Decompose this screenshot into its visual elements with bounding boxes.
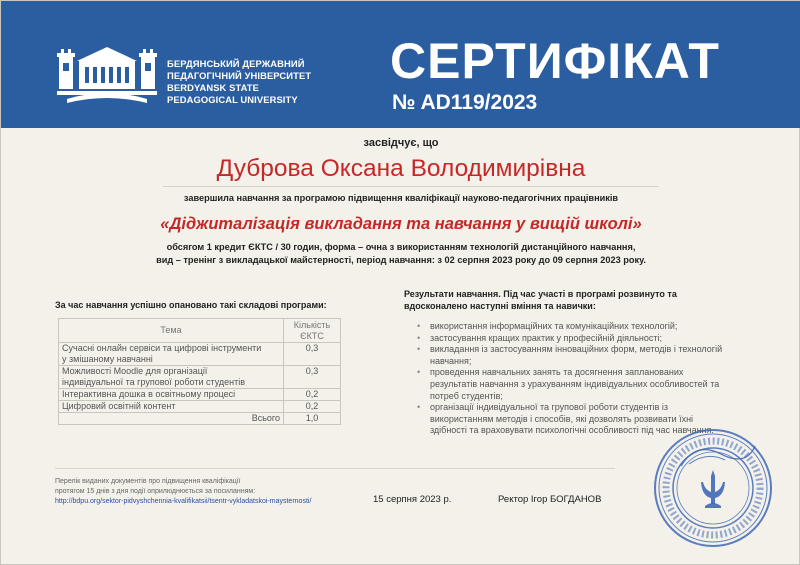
university-name	[167, 58, 311, 106]
table-header-row	[59, 319, 341, 343]
university-name-line: BERDYANSK STATE	[167, 82, 259, 93]
recipient-name: Дуброва Оксана Володимирівна	[216, 155, 586, 182]
components-intro: За час навчання успішно опановано такі складові програми:	[55, 300, 327, 310]
header-band	[1, 1, 800, 128]
list-item-line: потреб студентів;	[430, 390, 503, 401]
footer-note-line: Перелік виданих документів про підвищення кваліфікації	[55, 478, 241, 485]
program-details-line: вид – тренінг з викладацької майстерності, період навчання: з 02 серпня 2023 року до 09 серпня 2023 року.	[156, 255, 646, 265]
topic-cell: Інтерактивна дошка в освітньому процесі	[59, 389, 284, 401]
list-item-line: • організації індивідуальної та групової роботи студентів із	[430, 402, 669, 413]
program-title: «Діджиталізація викладання та навчання у вищій школі»	[160, 215, 642, 233]
list-item-line: результатів навчання з урахуванням індивідуальних особливостей та	[430, 378, 720, 389]
topic-cell	[59, 366, 284, 389]
total-value: 1,0	[284, 413, 341, 425]
certificate-title: СЕРТИФІКАТ	[390, 33, 720, 89]
column-header-credits-line: ЄКТС	[300, 330, 324, 341]
university-building-logo-icon	[57, 43, 157, 105]
table-row	[59, 343, 341, 366]
official-seal-icon	[651, 426, 775, 550]
issue-date: 15 серпня 2023 р.	[373, 494, 452, 505]
topic-line: індивідуальної та групової роботи студентів	[62, 377, 246, 387]
table-total-row	[59, 413, 341, 425]
list-item	[404, 321, 749, 333]
program-details-line: обсягом 1 кредит ЄКТС / 30 годин, форма – очна з використанням технологій дистанційного навчання,	[166, 242, 636, 252]
list-item-line: навчання;	[430, 355, 472, 366]
certificate-number: № AD119/2023	[392, 91, 538, 114]
topic-cell: Цифровий освітній контент	[59, 401, 284, 413]
topic-line: у змішаному навчанні	[62, 354, 153, 364]
column-header-credits	[284, 319, 341, 343]
topic-line: Сучасні онлайн сервіси та цифрові інструменти	[62, 343, 262, 353]
list-item	[404, 333, 749, 345]
list-item-line: здібності та враховувати психологічні особливості під час навчання.	[430, 425, 714, 436]
topic-line: Можливості Moodle для організації	[62, 366, 208, 376]
table-row	[59, 366, 341, 389]
outcomes-list	[404, 321, 749, 437]
column-header-topic: Тема	[59, 319, 284, 343]
outcomes-intro-line: Результати навчання. Під час участі в програмі розвинуто та	[404, 289, 677, 299]
list-item-line: • викладання із застосуванням інноваційних форм, методів і технологій	[430, 344, 723, 355]
table-row	[59, 389, 341, 401]
footer-note	[55, 477, 311, 507]
credits-cell: 0,3	[284, 366, 341, 389]
list-item-line: • використання інформаційних та комунікаційних технологій;	[430, 321, 678, 331]
outcomes-intro-line: вдосконалено наступні вміння та навички:	[404, 301, 596, 311]
components-table	[58, 318, 341, 425]
list-item-line: використанням методів і способів, які дозволять розвивати їхні	[430, 413, 694, 424]
list-item	[404, 344, 749, 367]
credits-cell: 0,2	[284, 401, 341, 413]
footer-divider	[55, 468, 615, 469]
university-name-line: PEDAGOGICAL UNIVERSITY	[167, 94, 298, 105]
outcomes-intro	[404, 288, 734, 312]
registry-link[interactable]: http://bdpu.org/sektor-pidvyshchennia-kvalifikatsii/tsentr-vykladatskoi-maysternosti/	[55, 498, 312, 505]
name-underline	[163, 186, 659, 187]
list-item	[404, 367, 749, 402]
credits-cell: 0,2	[284, 389, 341, 401]
rector-signature-line: Ректор Ігор БОГДАНОВ	[498, 494, 602, 505]
university-name-line: ПЕДАГОГІЧНИЙ УНІВЕРСИТЕТ	[167, 70, 312, 81]
program-details	[1, 241, 800, 267]
list-item-line: • проведення навчальних занять та досягнення запланованих	[430, 367, 684, 378]
list-item-line: • застосування кращих практик у професійній діяльності;	[430, 332, 663, 343]
certifies-text: засвідчує, що	[363, 137, 439, 149]
column-header-credits-line: Кількість	[293, 319, 331, 330]
total-label: Всього	[59, 413, 284, 425]
table-row	[59, 401, 341, 413]
topic-cell	[59, 343, 284, 366]
credits-cell: 0,3	[284, 343, 341, 366]
university-name-line: БЕРДЯНСЬКИЙ ДЕРЖАВНИЙ	[167, 58, 305, 69]
completion-statement: завершила навчання за програмою підвищення кваліфікації науково-педагогічних працівників	[183, 193, 619, 203]
footer-note-line: протягом 15 днів з дня події оприлюднюється за посиланням:	[55, 488, 256, 495]
